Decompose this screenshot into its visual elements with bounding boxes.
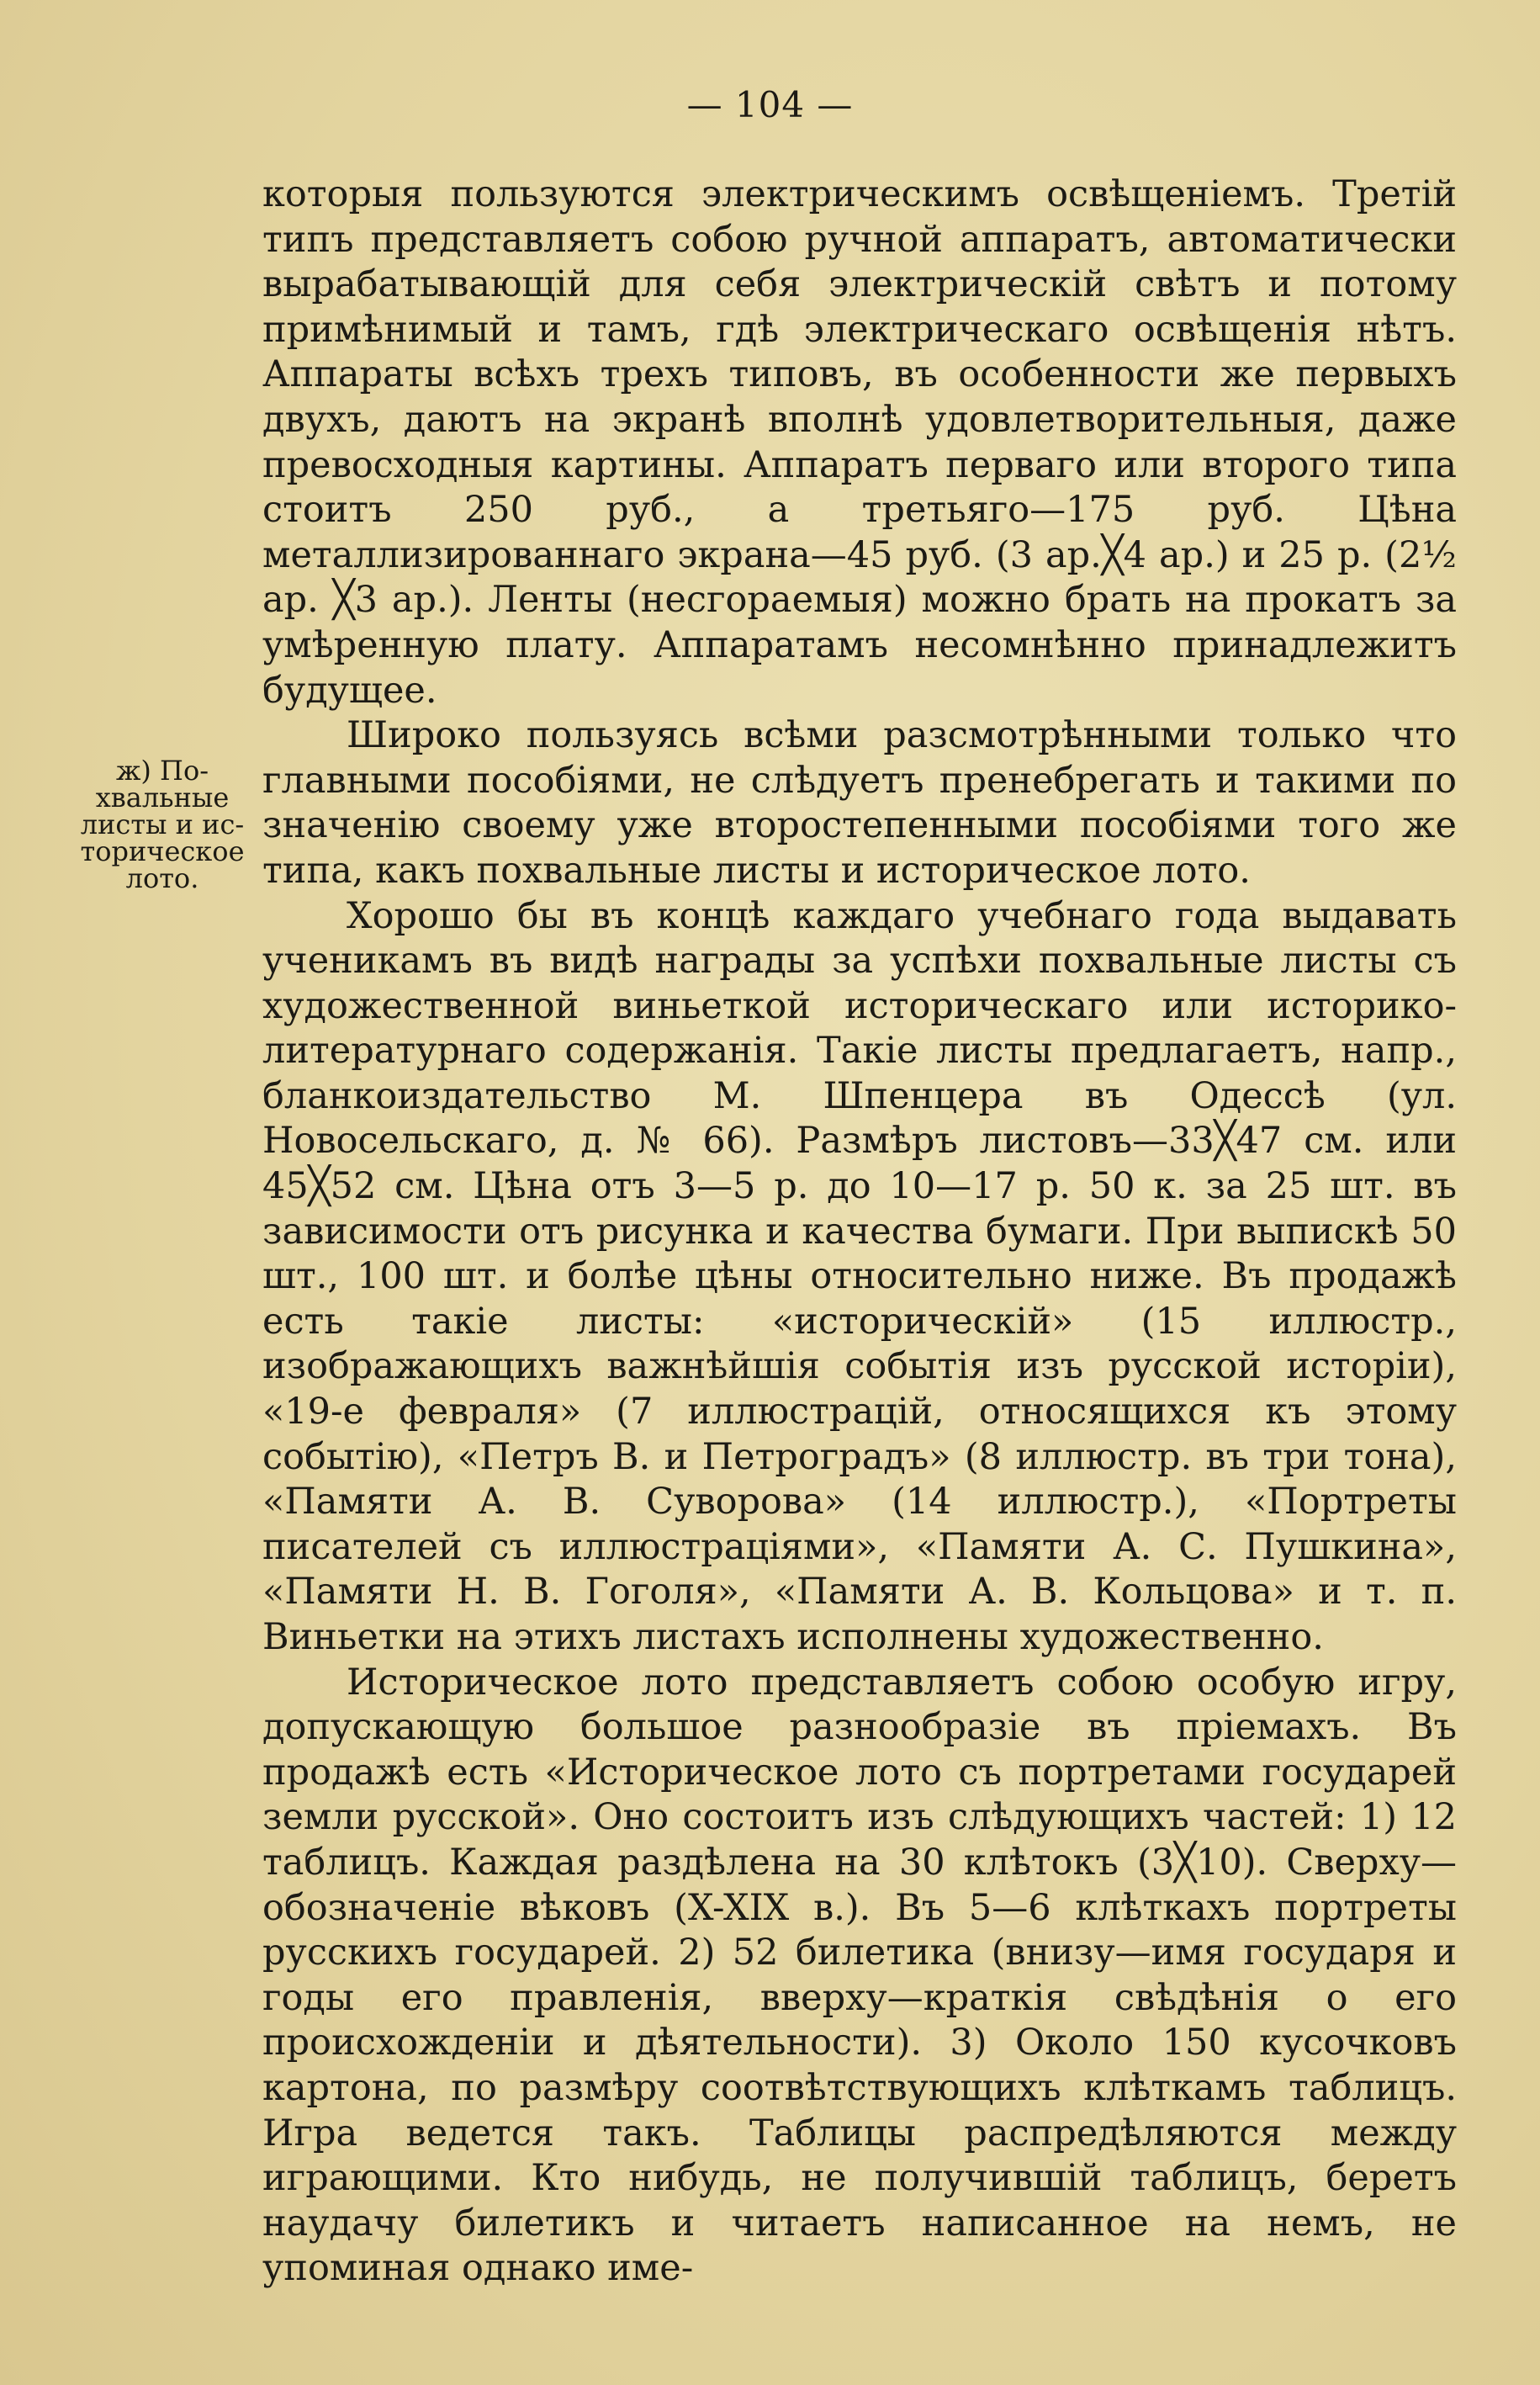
margin-note-line: ж) По- xyxy=(115,755,209,787)
margin-note-line: хвальные xyxy=(95,782,230,814)
paragraph-2: Широко пользуясь всѣми разсмотрѣнными только что главными пособіями, не слѣдуетъ пренебрегать и такими по значенію своему уже второстепенными пособіями того же типа, какъ похвальные листы и историческое лото. xyxy=(262,714,1457,892)
body-text xyxy=(262,172,1457,2292)
paragraph-3: Хорошо бы въ концѣ каждаго учебнаго года выдавать ученикамъ въ видѣ награды за успѣхи похвальные листы съ художественной виньеткой историческаго или историко-литературнаго содержанія. Такіе листы предлагаетъ, напр., бланкоиздательство М. Шпенцера въ Одессѣ (ул. Новосельскаго, д. № 66). Размѣръ листовъ—33╳47 см. или 45╳52 см. Цѣна отъ 3—5 р. до 10—17 р. 50 к. за 25 шт. въ зависимости отъ рисунка и качества бумаги. При выпискѣ 50 шт., 100 шт. и болѣе цѣны относительно ниже. Въ продажѣ есть такіе листы: «историческій» (15 иллюстр., изображающихъ важнѣйшія событія изъ русской исторіи), «19-е февраля» (7 иллюстрацій, относящихся къ этому событію), «Петръ В. и Петроградъ» (8 иллюстр. въ три тона), «Памяти А. В. Суворова» (14 иллюстр.), «Портреты писателей съ иллюстраціями», «Памяти А. С. Пушкина», «Памяти Н. В. Гоголя», «Памяти А. В. Кольцова» и т. п. Виньетки на этихъ листахъ исполнены художественно. xyxy=(262,894,1457,1658)
paragraph-1: которыя пользуются электрическимъ освѣщеніемъ. Третій типъ представляетъ собою ручной аппаратъ, автоматически вырабатывающій для себя электрическій свѣтъ и потому примѣнимый и тамъ, гдѣ электрическаго освѣщенія нѣтъ. Аппараты всѣхъ трехъ типовъ, въ особенности же первыхъ двухъ, даютъ на экранѣ вполнѣ удовлетворительныя, даже превосходныя картины. Аппаратъ перваго или второго типа стоитъ 250 руб., а третьяго—175 руб. Цѣна металлизированнаго экрана—45 руб. (3 ар.╳4 ар.) и 25 р. (2½ ар. ╳3 ар.). Ленты (несгораемыя) можно брать на прокатъ за умѣренную плату. Аппаратамъ несомнѣнно принадлежитъ будущее. xyxy=(262,173,1457,712)
page-number: — 104 — xyxy=(686,84,854,125)
margin-note-line: листы и ис- xyxy=(80,808,245,840)
margin-note-line: лото. xyxy=(125,862,199,894)
paragraph-4: Историческое лото представляетъ собою особую игру, допускающую большое разнообразіе въ пріемахъ. Въ продажѣ есть «Историческое лото съ портретами государей земли русской». Оно состоитъ изъ слѣдующихъ частей: 1) 12 таблицъ. Каждая раздѣлена на 30 клѣтокъ (3╳10). Сверху—обозначеніе вѣковъ (X-XIX в.). Въ 5—6 клѣткахъ портреты русскихъ государей. 2) 52 билетика (внизу—имя государя и годы его правленія, вверху—краткія свѣдѣнія о его происхожденіи и дѣятельности). 3) Около 150 кусочковъ картона, по размѣру соотвѣтствующихъ клѣткамъ таблицъ. Игра ведется такъ. Таблицы распредѣляются между играющими. Кто нибудь, не получившій таблицъ, беретъ наудачу билетикъ и читаетъ написанное на немъ, не упоминая однако име- xyxy=(262,1661,1457,2290)
margin-note-line: торическое xyxy=(80,835,245,867)
margin-note xyxy=(69,757,256,892)
